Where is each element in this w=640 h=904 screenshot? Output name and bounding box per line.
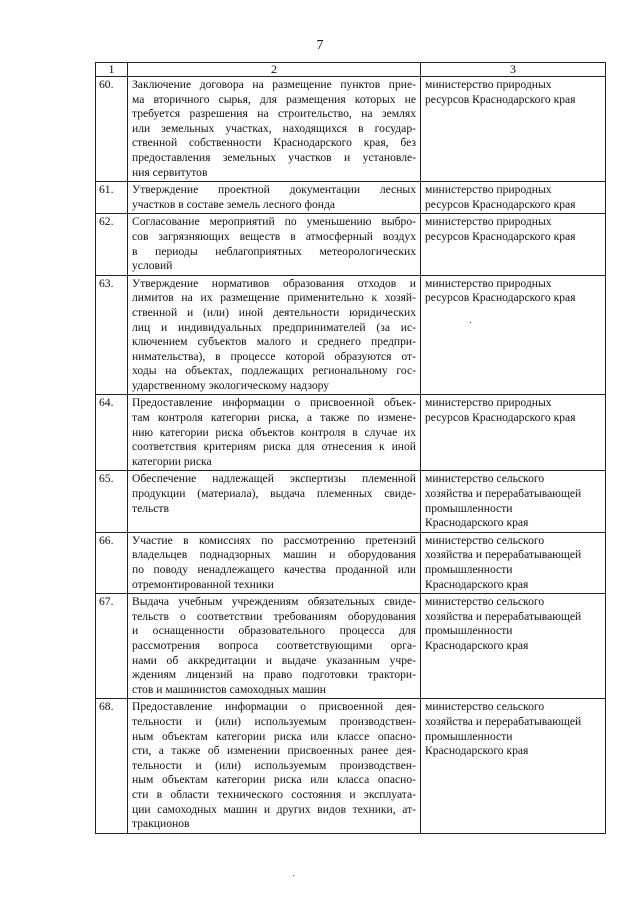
responsible-line: ресурсов Краснодарского края — [425, 291, 576, 305]
responsible-line: министерство природных — [425, 396, 552, 410]
description-line: ным объектам категории риска или класса опасно- — [132, 773, 416, 787]
table-row — [96, 395, 606, 471]
row-number: 65. — [96, 471, 128, 532]
responsible-body — [421, 471, 606, 532]
description-line: сов загрязняющих веществ в атмосферный воздух — [132, 229, 416, 243]
responsible-line: ресурсов Краснодарского края — [425, 229, 576, 243]
description-line: продукции (материала), выдача племенных свиде- — [132, 487, 416, 501]
row-number: 63. — [96, 275, 128, 395]
responsible-line: промышленности — [425, 729, 513, 743]
service-description — [128, 699, 421, 833]
description-line: стов и машинистов самоходных машин — [132, 682, 326, 696]
service-description — [128, 214, 421, 275]
description-line: ударственному экологическому надзору — [132, 378, 330, 392]
responsible-body — [421, 275, 606, 395]
service-description — [128, 594, 421, 699]
description-line: ключением субъектов малого и среднего предпри- — [132, 335, 416, 349]
description-line: ма вторичного сырья, для размещения которых не — [132, 92, 416, 106]
responsible-line: министерство природных — [425, 276, 552, 290]
row-number: 62. — [96, 214, 128, 275]
responsible-line: хозяйства и перерабатывающей — [425, 714, 582, 728]
responsible-line: хозяйства и перерабатывающей — [425, 548, 582, 562]
description-line: тракционов — [132, 817, 190, 831]
responsible-body — [421, 532, 606, 593]
scan-speck: · — [469, 318, 473, 329]
row-number: 67. — [96, 594, 128, 699]
responsible-line: министерство природных — [425, 215, 552, 229]
description-line: и оснащенности образовательного процесса для — [132, 624, 416, 638]
description-line: тельств — [132, 501, 169, 515]
description-line: Согласование мероприятий по уменьшению выбро- — [132, 215, 416, 229]
responsible-body — [421, 182, 606, 214]
responsible-line: Краснодарского края — [425, 577, 529, 591]
responsible-body — [421, 594, 606, 699]
description-line: Предоставление информации о присвоенной дея- — [132, 700, 416, 714]
description-line: Утверждение проектной документации лесных — [132, 183, 416, 197]
description-line: рассмотрения вопроса соответствующими орга- — [132, 638, 416, 652]
table-body — [96, 77, 606, 834]
description-line: отремонтированной техники — [132, 577, 274, 591]
description-line: по поводу ненадлежащего качества проданной или — [132, 563, 416, 576]
row-number: 60. — [96, 77, 128, 182]
row-number: 64. — [96, 395, 128, 471]
responsible-line: промышленности — [425, 624, 513, 638]
description-line: тельности и (или) используемым производствен- — [132, 758, 416, 772]
description-line: нию категории риска объектов контроля в случае их — [132, 425, 416, 439]
responsible-line: ресурсов Краснодарского края — [425, 411, 576, 425]
description-line: ходы на объектах, подлежащих региональному гос- — [132, 364, 416, 378]
description-line: требуется разрешения на строительство, на землях — [132, 107, 416, 121]
description-line: ждениям лицензий на право подготовки трактори- — [132, 668, 416, 682]
header-col-2: 2 — [128, 63, 421, 77]
responsible-line: промышленности — [425, 501, 513, 515]
responsible-body — [421, 77, 606, 182]
description-line: лимитов на их размещение применительно к хозяй- — [132, 291, 416, 305]
table-row — [96, 77, 606, 182]
responsible-line: министерство сельского — [425, 472, 545, 486]
description-line: Участие в комиссиях по рассмотрению претензий — [132, 533, 416, 547]
responsible-line: Краснодарского края — [425, 638, 529, 652]
description-line: категории риска — [132, 454, 212, 468]
description-line: тельности и (или) используемым производствен- — [132, 714, 416, 728]
row-number: 66. — [96, 532, 128, 593]
service-description — [128, 532, 421, 593]
description-line: там контроля категории риска, а также по измене- — [132, 411, 416, 425]
description-line: ственной и (или) иной деятельности юридических — [132, 305, 416, 319]
description-line: сти в области технического состояния и эксплуата- — [132, 787, 416, 801]
responsible-line: Краснодарского края — [425, 516, 529, 530]
row-number: 61. — [96, 182, 128, 214]
description-line: тельств о соответствии требованиям оборудования — [132, 609, 416, 623]
responsible-line: министерство природных — [425, 183, 552, 197]
responsible-line: министерство сельского — [425, 595, 545, 609]
responsible-line: Краснодарского края — [425, 744, 529, 758]
table-row — [96, 214, 606, 275]
description-line: предоставления земельных участков и установле- — [132, 150, 416, 164]
responsible-body — [421, 699, 606, 833]
description-line: в периоды неблагоприятных метеорологических — [132, 244, 416, 258]
responsible-line: промышленности — [425, 563, 513, 576]
description-line: ственной собственности Краснодарского края, без — [132, 136, 416, 150]
description-line: Выдача учебным учреждениям обязательных свиде- — [132, 595, 416, 609]
responsible-body — [421, 214, 606, 275]
header-col-1: 1 — [96, 63, 128, 77]
description-line: Утверждение нормативов образования отходов и — [132, 276, 416, 290]
table-row — [96, 532, 606, 593]
service-description — [128, 395, 421, 471]
table-row — [96, 594, 606, 699]
responsible-line: министерство сельского — [425, 533, 545, 547]
responsible-line: министерство природных — [425, 78, 552, 91]
table-row — [96, 471, 606, 532]
table-row — [96, 182, 606, 214]
row-number: 68. — [96, 699, 128, 833]
description-line: сти, а также об изменении присвоенных ранее дея- — [132, 744, 416, 758]
responsible-line: ресурсов Краснодарского края — [425, 197, 576, 211]
description-line: ным объектам категории риска или классе опасно- — [132, 729, 416, 743]
description-line: или земельных участках, находящихся в государ- — [132, 121, 416, 135]
description-line: Предоставление информации о присвоенной объек- — [132, 396, 416, 410]
page-number: 7 — [316, 38, 324, 53]
service-description — [128, 77, 421, 182]
header-row — [96, 63, 606, 77]
responsible-line: ресурсов Краснодарского края — [425, 92, 576, 106]
service-description — [128, 275, 421, 395]
description-line: Обеспечение надлежащей экспертизы племенной — [132, 472, 416, 486]
header-col-3: 3 — [421, 63, 606, 77]
description-line: условий — [132, 259, 173, 273]
description-line: владельцев поднадзорных машин и оборудования — [132, 548, 416, 562]
description-line: участков в составе земель лесного фонда — [132, 197, 336, 211]
scan-speck: ˙ — [292, 874, 296, 885]
service-description — [128, 182, 421, 214]
services-table — [95, 62, 606, 834]
responsible-line: хозяйства и перерабатывающей — [425, 487, 582, 501]
description-line: соответствия критериям риска для отнесения к иной — [132, 440, 416, 454]
description-line: Заключение договора на размещение пунктов прие- — [132, 78, 416, 91]
table-row — [96, 275, 606, 395]
description-line: нами об аккредитации и выдаче указанным учре- — [132, 653, 416, 667]
responsible-body — [421, 395, 606, 471]
responsible-line: хозяйства и перерабатывающей — [425, 609, 582, 623]
service-description — [128, 471, 421, 532]
description-line: лиц и индивидуальных предпринимателей (за ис- — [132, 320, 416, 334]
description-line: ции самоходных машин и других видов техники, ат- — [132, 802, 416, 816]
description-line: ния сервитутов — [132, 165, 208, 179]
table-row — [96, 699, 606, 833]
description-line: нимательства), в процессе которой образуются от- — [132, 349, 416, 363]
responsible-line: министерство сельского — [425, 700, 545, 714]
